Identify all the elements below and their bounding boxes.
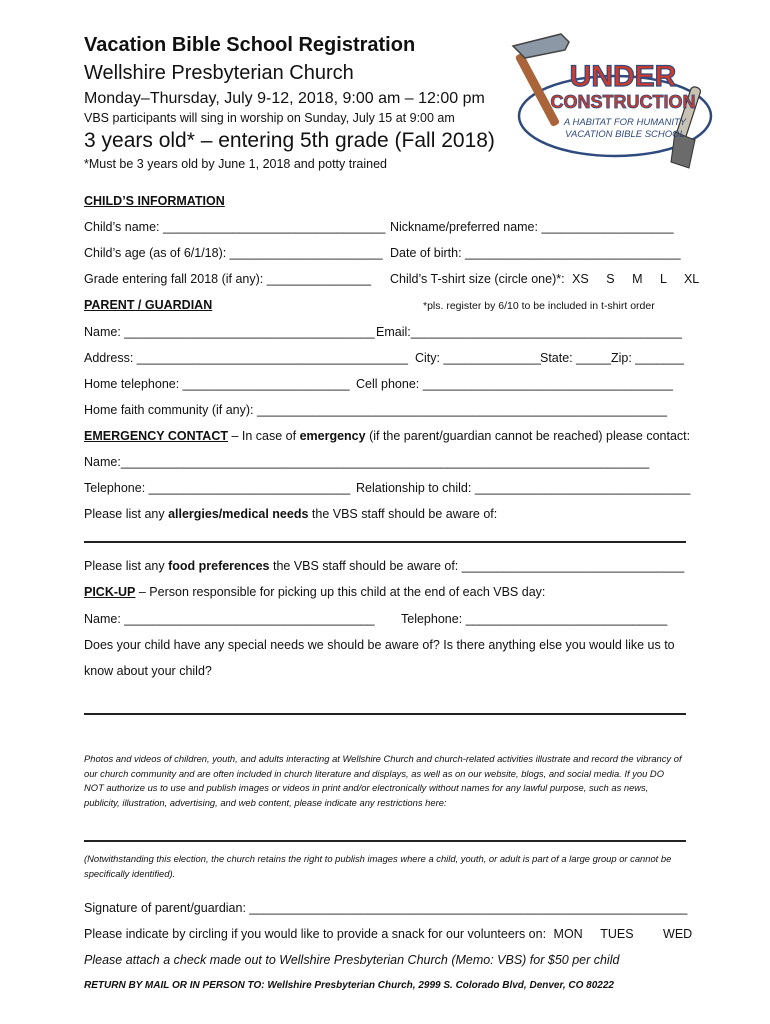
grade-field[interactable]: Grade entering fall 2018 (if any): _______________	[84, 272, 372, 286]
size-option-m[interactable]: M	[632, 272, 643, 286]
emergency-label: EMERGENCY CONTACT	[84, 429, 228, 443]
parent-email-field[interactable]: Email:_______________________________________	[376, 325, 682, 339]
pickup-heading	[84, 585, 545, 599]
size-option-s[interactable]: S	[606, 272, 615, 286]
emergency-contact-heading	[84, 429, 690, 443]
notwithstanding-text: (Notwithstanding this election, the church retains the right to publish images where a child, youth, or adult is part of a large group or cannot be specifically identified).	[84, 853, 672, 879]
food-emph: food preferences	[168, 559, 270, 573]
age-range: 3 years old* – entering 5th grade (Fall 2018)	[84, 129, 495, 152]
event-dates: Monday–Thursday, July 9-12, 2018, 9:00 am – 12:00 pm	[84, 90, 485, 107]
parent-name-field[interactable]: Name: ____________________________________	[84, 325, 375, 339]
photo-restrictions-line[interactable]	[84, 840, 686, 842]
return-address: RETURN BY MAIL OR IN PERSON TO: Wellshire Presbyterian Church, 2999 S. Colorado Blvd, Denver, CO 80222	[84, 980, 614, 991]
allergies-answer-line[interactable]	[84, 541, 686, 543]
city-field[interactable]: City: ______________	[415, 351, 541, 365]
tshirt-deadline-note: *pls. register by 6/10 to be included in t-shirt order	[423, 300, 655, 312]
special-needs-answer-line[interactable]	[84, 713, 686, 715]
nickname-field[interactable]: Nickname/preferred name: ___________________	[390, 220, 674, 234]
home-phone-field[interactable]: Home telephone: ________________________	[84, 377, 350, 391]
emergency-emph: emergency	[299, 429, 366, 443]
child-info-heading: CHILD’S INFORMATION	[84, 194, 225, 208]
logo-line2: CONSTRUCTION	[550, 92, 696, 112]
size-option-xs[interactable]: XS	[572, 272, 589, 286]
emergency-name-field[interactable]: Name:____________________________________________________________________________	[84, 455, 650, 469]
pickup-telephone-field[interactable]: Telephone: _____________________________	[401, 612, 668, 626]
pickup-label: PICK-UP	[84, 585, 136, 599]
cell-phone-field[interactable]: Cell phone: ____________________________________	[356, 377, 673, 391]
state-field[interactable]: State: _____	[540, 351, 611, 365]
worship-note: VBS participants will sing in worship on Sunday, July 15 at 9:00 am	[84, 111, 455, 125]
tshirt-size-label: Child’s T-shirt size (circle one)*:	[390, 272, 565, 286]
address-field[interactable]: Address: _______________________________________	[84, 351, 408, 365]
special-needs-prompt-line1: Does your child have any special needs we should be aware of? Is there anything else you would like us to	[84, 638, 675, 652]
zip-field[interactable]: Zip: _______	[611, 351, 684, 365]
under-construction-logo	[503, 28, 715, 178]
tshirt-size-row	[390, 272, 699, 286]
snack-day-tues[interactable]: TUES	[600, 927, 634, 941]
allergies-prompt	[84, 507, 497, 521]
pickup-name-field[interactable]: Name: ____________________________________	[84, 612, 375, 626]
food-post: the VBS staff should be aware of: ________________________________	[269, 559, 685, 573]
emergency-text1: – In case of	[228, 429, 300, 443]
hammer-icon	[513, 34, 569, 127]
emergency-telephone-field[interactable]: Telephone: _____________________________	[84, 481, 351, 495]
church-name: Wellshire Presbyterian Church	[84, 62, 354, 84]
form-title: Vacation Bible School Registration	[84, 34, 416, 56]
logo-tagline1: A HABITAT FOR HUMANITY	[563, 117, 687, 128]
snack-day-wed[interactable]: WED	[663, 927, 693, 941]
check-instructions: Please attach a check made out to Wellshire Presbyterian Church (Memo: VBS) for $50 per child	[84, 953, 620, 967]
allergies-pre: Please list any	[84, 507, 169, 521]
snack-row	[84, 927, 692, 941]
date-of-birth-field[interactable]: Date of birth: _______________________________	[390, 246, 681, 260]
food-preferences-field[interactable]	[84, 559, 684, 573]
special-needs-prompt-line2: know about your child?	[84, 664, 212, 678]
child-age-field[interactable]: Child’s age (as of 6/1/18): ______________________	[84, 246, 383, 260]
emergency-text2: (if the parent/guardian cannot be reached) please contact:	[365, 429, 691, 443]
faith-community-field[interactable]: Home faith community (if any): ___________________________________________________________	[84, 403, 668, 417]
child-name-field[interactable]: Child’s name: ________________________________	[84, 220, 386, 234]
logo-line1: UNDER	[569, 60, 677, 93]
age-requirement-note: *Must be 3 years old by June 1, 2018 and potty trained	[84, 157, 387, 171]
size-option-l[interactable]: L	[659, 272, 667, 286]
allergies-post: the VBS staff should be aware of:	[308, 507, 498, 521]
allergies-emph: allergies/medical needs	[168, 507, 309, 521]
pickup-text: – Person responsible for picking up this child at the end of each VBS day:	[135, 585, 546, 599]
size-option-xl[interactable]: XL	[683, 272, 700, 286]
relationship-field[interactable]: Relationship to child: _______________________________	[356, 481, 691, 495]
logo-graphic	[503, 28, 715, 178]
snack-prompt: Please indicate by circling if you would like to provide a snack for our volunteers on:	[84, 927, 547, 941]
food-pre: Please list any	[84, 559, 169, 573]
snack-day-mon[interactable]: MON	[553, 927, 583, 941]
parent-guardian-heading: PARENT / GUARDIAN	[84, 298, 213, 312]
signature-field[interactable]: Signature of parent/guardian: _______________________________________________________________	[84, 901, 688, 915]
photo-policy-text: Photos and videos of children, youth, and adults interacting at Wellshire Church and church-related activities illustrate and record the vibrancy of our church community and are often included in church literature and displays, as well as on our website, blogs, and social media. If you DO NOT authorize us to use and publish images or videos in print and/or electronically without names for any lawful purpose, such as news, publicity, illustration, advertising, and web content, please indicate any restrictions here:	[84, 753, 682, 808]
logo-tagline2: VACATION BIBLE SCHOOL	[565, 129, 685, 140]
